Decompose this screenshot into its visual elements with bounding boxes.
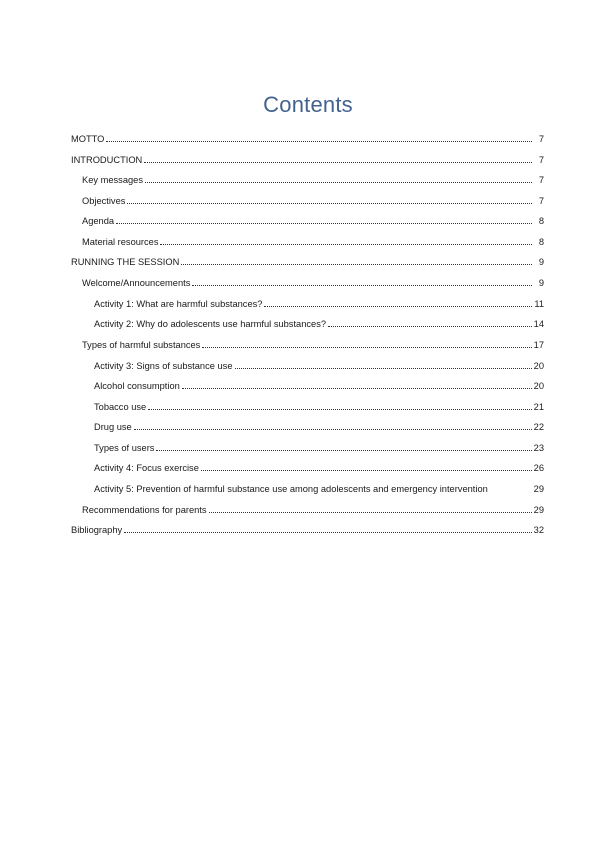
dot-leader: [160, 235, 532, 245]
toc-entry[interactable]: [82, 173, 544, 187]
toc-entry-page-number: 8: [538, 216, 544, 226]
toc-entry-page-number: 9: [538, 278, 544, 288]
toc-entry[interactable]: [94, 400, 544, 414]
toc-entry-label: Activity 3: Signs of substance use: [94, 360, 233, 371]
toc-entry-label: Activity 2: Why do adolescents use harmful substances?: [94, 319, 327, 329]
toc-entry-page-number: 20: [533, 360, 544, 371]
dot-leader: [124, 523, 531, 533]
dot-leader: [156, 441, 531, 451]
toc-entry-label: Types of harmful substances: [82, 340, 201, 350]
toc-entry-label: Activity 4: Focus exercise: [94, 463, 199, 473]
toc-entry[interactable]: [71, 255, 544, 269]
toc-entry-label: Welcome/Announcements: [82, 278, 191, 288]
toc-entry-label: Alcohol consumption: [94, 381, 180, 391]
dot-leader: [201, 461, 532, 471]
toc-entry-label: Drug use: [94, 422, 132, 432]
dot-leader: [182, 379, 532, 389]
toc-entry-label: Objectives: [82, 195, 126, 206]
toc-entry-label: Activity 1: What are harmful substances?: [94, 298, 263, 309]
toc-entry[interactable]: [82, 503, 544, 517]
toc-entry-page-number: 20: [533, 381, 544, 391]
toc-entry-page-number: 21: [533, 401, 544, 412]
toc-entry-page-number: 29: [533, 504, 544, 515]
dot-leader: [202, 338, 531, 348]
toc-entry-label: Key messages: [82, 175, 143, 185]
toc-entry[interactable]: [94, 482, 544, 496]
toc-entry-label: Agenda: [82, 216, 115, 226]
toc-entry-label: Types of users: [94, 442, 155, 453]
toc-entry[interactable]: [94, 441, 544, 455]
dot-leader: [209, 503, 532, 513]
dot-leader: [148, 400, 531, 410]
dot-leader: [127, 194, 532, 204]
toc-entry[interactable]: [94, 420, 544, 434]
toc-entry-page-number: 23: [533, 442, 544, 453]
toc-entry[interactable]: [94, 297, 544, 311]
dot-leader: [145, 173, 532, 183]
page-title: Contents: [263, 92, 353, 117]
toc-entry-label: Tobacco use: [94, 401, 147, 412]
toc-entry-page-number: 22: [533, 422, 544, 432]
toc-entry-label: INTRODUCTION: [71, 154, 143, 165]
toc-entry[interactable]: [82, 194, 544, 208]
toc-entry[interactable]: [82, 276, 544, 290]
dot-leader: [116, 214, 532, 224]
dot-leader: [106, 132, 532, 142]
dot-leader: [328, 317, 532, 327]
toc-entry-label: Recommendations for parents: [82, 504, 207, 515]
dot-leader: [134, 420, 532, 430]
toc-entry[interactable]: [94, 359, 544, 373]
toc-entry[interactable]: [82, 235, 544, 249]
dot-leader: [144, 153, 532, 163]
toc-entry-page-number: 14: [533, 319, 544, 329]
toc-entry-label: RUNNING THE SESSION: [71, 257, 180, 267]
toc-entry-label: MOTTO: [71, 134, 105, 144]
dot-leader: [192, 276, 532, 286]
toc-entry-page-number: 8: [538, 236, 544, 247]
toc-entry-page-number: 17: [533, 340, 544, 350]
toc-entry-page-number: 7: [538, 195, 544, 206]
toc-entry-page-number: 29: [533, 484, 544, 494]
toc-entry[interactable]: [71, 523, 544, 537]
toc-entry-label: Activity 5: Prevention of harmful substance use among adolescents and emergency intervention: [94, 484, 488, 494]
toc-entry[interactable]: [71, 132, 544, 146]
toc-entry-page-number: 11: [534, 298, 544, 309]
toc-entry-page-number: 7: [538, 154, 544, 165]
dot-leader: [181, 255, 532, 265]
toc-entry-page-number: 7: [538, 175, 544, 185]
dot-leader: [264, 297, 532, 307]
toc-entry[interactable]: [94, 379, 544, 393]
toc-entry[interactable]: [82, 338, 544, 352]
toc-entry-page-number: 26: [533, 463, 544, 473]
toc-entry[interactable]: [94, 317, 544, 331]
toc-entry[interactable]: [82, 214, 544, 228]
dot-leader: [528, 482, 532, 491]
toc-entry-page-number: 9: [538, 257, 544, 267]
toc-entry[interactable]: [71, 153, 544, 167]
toc-entry-label: Material resources: [82, 236, 159, 247]
toc-entry-page-number: 7: [538, 134, 544, 144]
dot-leader: [235, 359, 532, 369]
toc-entry[interactable]: [94, 461, 544, 475]
toc-entry-page-number: 32: [533, 525, 544, 535]
toc-entry-label: Bibliography: [71, 525, 123, 535]
